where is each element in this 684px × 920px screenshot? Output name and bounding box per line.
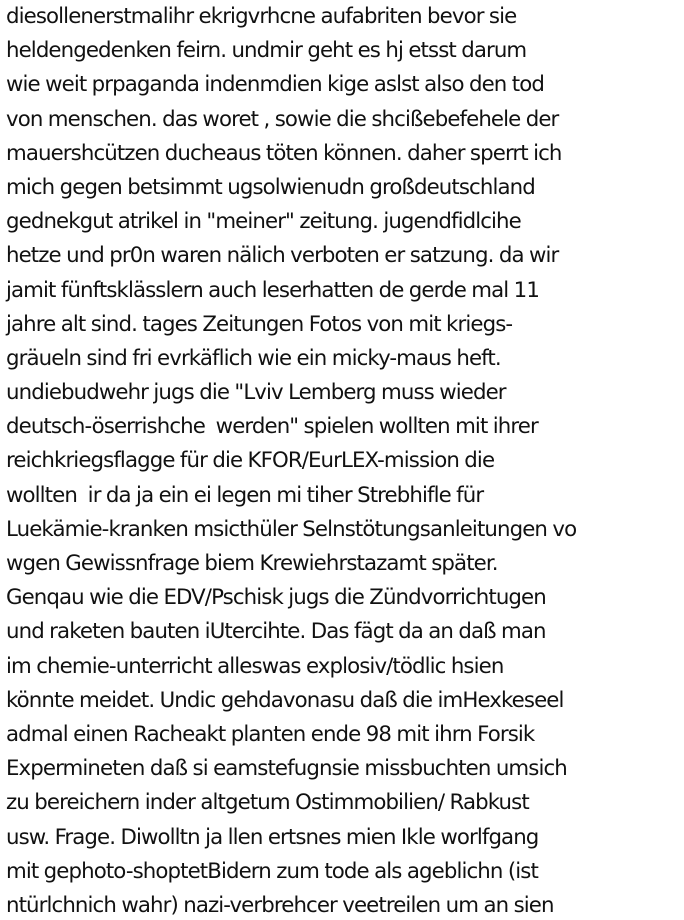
text-line: ntürlchnich wahr) nazi-verbrehcer veetreilen um an sien: [6, 892, 554, 918]
text-line: mich gegen betsimmt ugsolwienudn großdeutschland: [6, 174, 535, 200]
text-line: hetze und pr0n waren nälich verboten er satzung. da wir: [6, 243, 559, 269]
text-line: mauershcützen ducheaus töten können. daher sperrt ich: [6, 140, 562, 166]
text-line: von menschen. das woret , sowie die shcißebefehele der: [6, 106, 559, 132]
text-line: im chemie-unterricht alleswas explosiv/tödlic hsien: [6, 653, 504, 679]
text-line: und raketen bauten iUtercihte. Das fägt da an daß man: [6, 619, 546, 645]
text-line: heldengedenken feirn. undmir geht es hj etsst darum: [6, 38, 527, 64]
text-line: usw. Frage. Diwolltn ja llen ertsnes mien Ikle worlfgang: [6, 824, 539, 850]
text-line: undiebudwehr jugs die "Lviv Lemberg muss wieder: [6, 380, 506, 406]
body-text: [6, 0, 684, 920]
text-line: wgen Gewissnfrage biem Krewiehrstazamt später.: [6, 551, 498, 576]
text-line: Luekämie-kranken msicthüler Selnstötungsanleitungen vo: [6, 516, 577, 542]
text-line: reichkriegsflagge für die KFOR/EurLEX-mission die: [6, 448, 495, 474]
text-line: könnte meidet. Undic gehdavonasu daß die imHexkeseel: [6, 687, 564, 713]
text-line: Genqau wie die EDV/Pschisk jugs die Zündvorrichtugen: [6, 585, 546, 611]
text-line: jamit fünftsklässlern auch leserhatten de gerde mal 11: [6, 277, 539, 303]
text-line: Expermineten daß si eamstefugnsie missbuchten umsich: [6, 756, 567, 782]
text-line: admal einen Racheakt planten ende 98 mit ihrn Forsik: [6, 721, 535, 747]
text-line: zu bereichern inder altgetum Ostimmobilien/ Rabkust: [6, 790, 529, 816]
text-line: wie weit prpaganda indenmdien kige aslst also den tod: [6, 72, 544, 98]
text-line: mit gephoto-shoptetBidern zum tode als ageblichn (ist: [6, 858, 538, 884]
text-line: gednekgut atrikel in "meiner" zeitung. jugendfidlcihe: [6, 209, 521, 235]
text-line: deutsch-öserrishche werden" spielen wollten mit ihrer: [6, 414, 538, 440]
text-line: gräueln sind fri evrkäflich wie ein micky-maus heft.: [6, 345, 501, 371]
text-line: wollten ir da ja ein ei legen mi tiher Strebhifle für: [6, 482, 484, 508]
text-line: diesollenerstmalihr ekrigvrhcne aufabriten bevor sie: [6, 4, 517, 29]
text-line: jahre alt sind. tages Zeitungen Fotos von mit kriegs-: [6, 311, 513, 337]
